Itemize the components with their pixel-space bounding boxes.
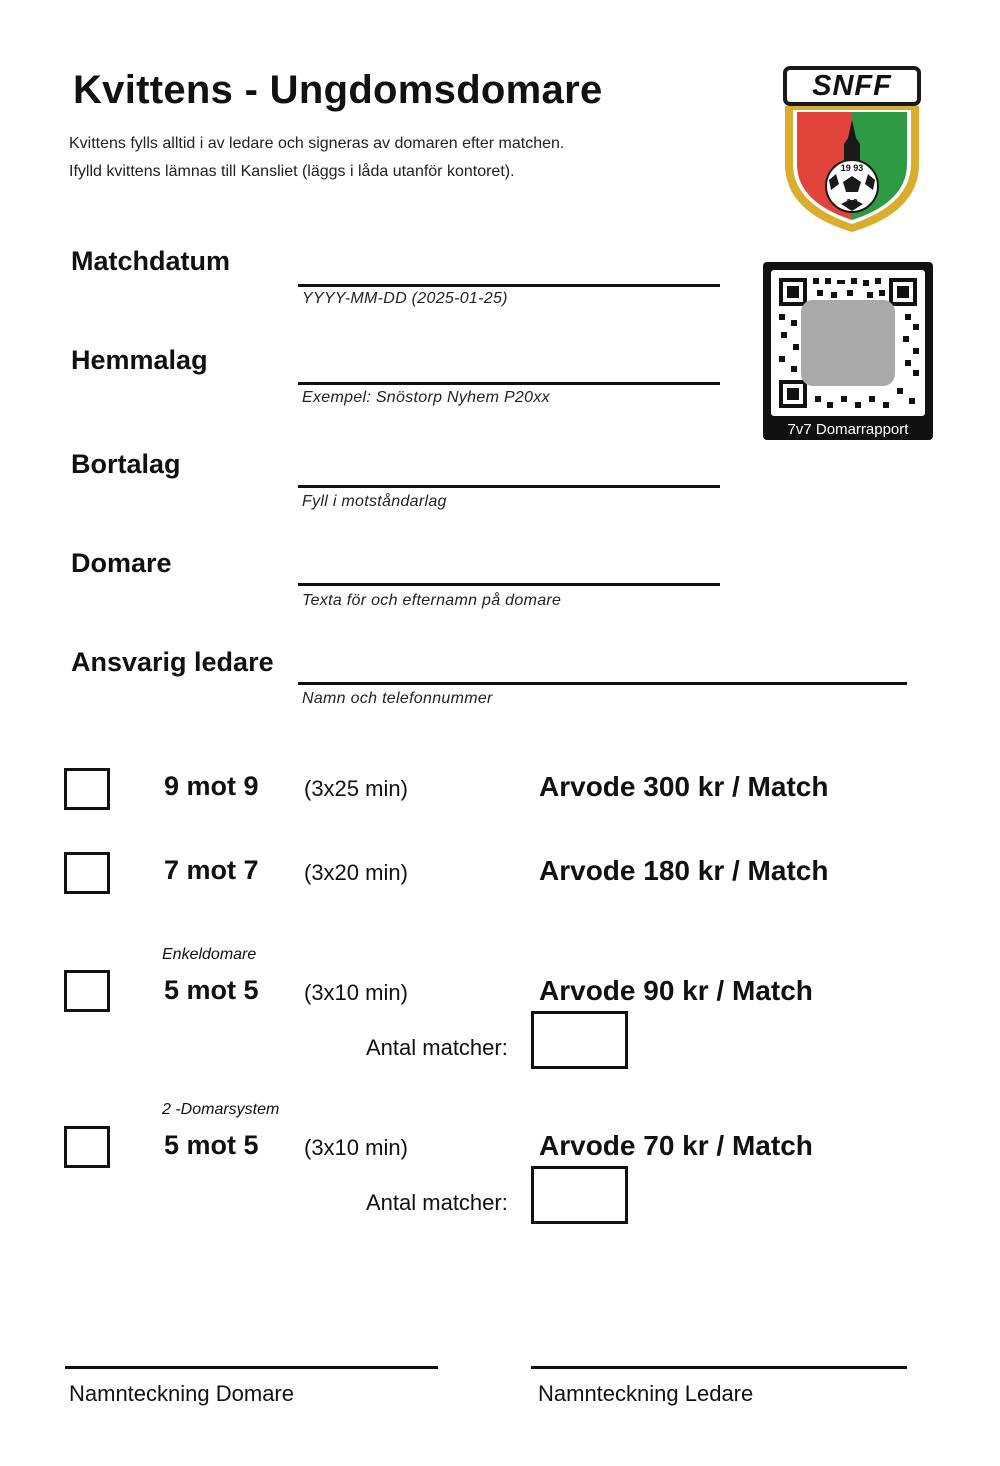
fee-label: Arvode 90 kr / Match <box>539 975 813 1006</box>
ansvarig-ledare-hint: Namn och telefonnummer <box>302 690 493 707</box>
logo-ball-text: 3.3 <box>846 198 858 207</box>
format-label: 5 mot 5 <box>164 975 259 1005</box>
intro-line-1: Kvittens fylls alltid i av ledare och signeras av domaren efter matchen. <box>69 135 565 152</box>
logo-year: 19 93 <box>840 163 864 173</box>
signature-label-domare: Namnteckning Domare <box>69 1381 294 1406</box>
domare-hint: Texta för och efternamn på domare <box>302 592 562 609</box>
format-label: 5 mot 5 <box>164 1130 259 1160</box>
system-label: Enkeldomare <box>162 946 257 963</box>
signature-line-domare[interactable] <box>65 1366 438 1369</box>
duration-label: (3x25 min) <box>304 776 408 801</box>
format-label: 7 mot 7 <box>164 855 259 885</box>
fee-label: Arvode 180 kr / Match <box>539 855 829 886</box>
intro-line-2: Ifylld kvittens lämnas till Kansliet (läggs i låda utanför kontoret). <box>69 163 515 180</box>
matchdatum-field[interactable] <box>298 284 720 287</box>
fee-label: Arvode 300 kr / Match <box>539 771 829 802</box>
hemmalag-field[interactable] <box>298 382 720 385</box>
antal-matcher-input[interactable] <box>531 1011 628 1069</box>
ansvarig-ledare-field[interactable] <box>298 682 907 685</box>
matchdatum-hint: YYYY-MM-DD (2025-01-25) <box>302 290 508 307</box>
duration-label: (3x20 min) <box>304 860 408 885</box>
bortalag-field[interactable] <box>298 485 720 488</box>
format-label: 9 mot 9 <box>164 771 259 801</box>
qr-code-icon <box>771 270 925 416</box>
domare-field[interactable] <box>298 583 720 586</box>
antal-matcher-label: Antal matcher: <box>366 1035 508 1060</box>
system-label: 2 -Domarsystem <box>162 1101 280 1118</box>
antal-matcher-input[interactable] <box>531 1166 628 1224</box>
page-title: Kvittens - Ungdomsdomare <box>73 68 603 112</box>
duration-label: (3x10 min) <box>304 980 408 1005</box>
club-logo <box>779 64 925 236</box>
checkbox-9-mot-9[interactable] <box>64 768 110 810</box>
matchdatum-label: Matchdatum <box>71 246 231 276</box>
bortalag-label: Bortalag <box>71 449 181 479</box>
checkbox-5-mot-5-2-domarsystem[interactable] <box>64 1126 110 1168</box>
signature-label-ledare: Namnteckning Ledare <box>538 1381 754 1406</box>
bortalag-hint: Fyll i motståndarlag <box>302 493 447 510</box>
ansvarig-ledare-label: Ansvarig ledare <box>71 647 274 677</box>
fee-label: Arvode 70 kr / Match <box>539 1130 813 1161</box>
duration-label: (3x10 min) <box>304 1135 408 1160</box>
domare-label: Domare <box>71 548 172 578</box>
hemmalag-label: Hemmalag <box>71 345 208 375</box>
signature-line-ledare[interactable] <box>531 1366 907 1369</box>
checkbox-5-mot-5-enkeldomare[interactable] <box>64 970 110 1012</box>
antal-matcher-label: Antal matcher: <box>366 1190 508 1215</box>
checkbox-7-mot-7[interactable] <box>64 852 110 894</box>
qr-caption: 7v7 Domarrapport <box>787 421 909 438</box>
hemmalag-hint: Exempel: Snöstorp Nyhem P20xx <box>302 389 550 406</box>
logo-text: SNFF <box>812 70 892 102</box>
qr-code-card[interactable] <box>763 262 933 440</box>
